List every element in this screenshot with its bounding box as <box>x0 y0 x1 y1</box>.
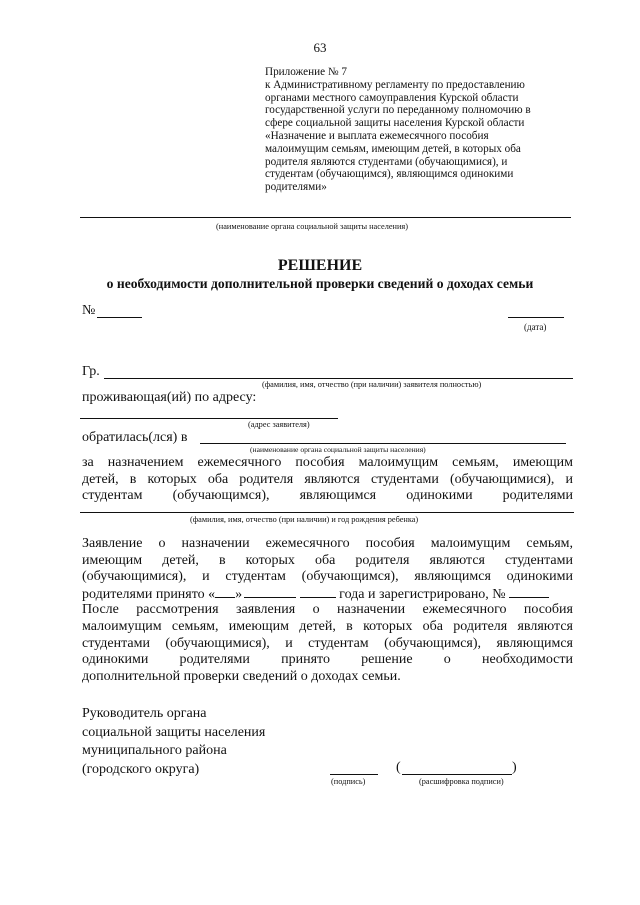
page-number: 63 <box>313 40 327 55</box>
signature-decode-field[interactable] <box>402 774 512 775</box>
appendix-line: к Административному регламенту по предоставлению <box>265 78 525 91</box>
child-caption: (фамилия, имя, отчество (при наличии) и год рождения ребенка) <box>190 515 419 524</box>
address-field[interactable] <box>80 418 338 419</box>
statement-line: дополнительной проверки сведений о доходах семьи. <box>82 668 401 684</box>
applied-label: обратилась(лся) в <box>82 430 188 445</box>
statement-line: После рассмотрения заявления о назначении ежемесячного пособия <box>82 602 573 618</box>
purpose-line: за назначением ежемесячного пособия малоимущим семьям, имеющим <box>82 455 573 470</box>
appendix-block <box>265 66 595 194</box>
appendix-line: родителя являются студентами (обучающимися), и <box>265 155 508 168</box>
organ-name-line[interactable] <box>80 217 571 218</box>
appendix-line: «Назначение и выплата ежемесячного пособия <box>265 129 489 142</box>
statement-quote-close: » <box>235 586 243 602</box>
year-field[interactable] <box>300 586 336 598</box>
document-title: РЕШЕНИЕ <box>277 257 363 274</box>
decode-close-paren: ) <box>512 760 517 775</box>
applied-caption: (наименование органа социальной защиты населения) <box>250 445 426 454</box>
signatory-line: Руководитель органа <box>82 706 207 721</box>
statement-block <box>82 536 573 685</box>
statement-accepted-text: родителями принято « <box>82 586 216 602</box>
appendix-line: государственной услуги по переданному полномочию в <box>265 104 531 117</box>
child-field[interactable] <box>80 512 574 513</box>
appendix-line: родителями» <box>265 181 327 194</box>
statement-line: малоимущим семьям, имеющим детей, в которых оба родителя являются <box>82 618 573 634</box>
date-field[interactable] <box>508 317 564 318</box>
decode-open-paren: ( <box>396 760 401 775</box>
registration-number-field[interactable] <box>509 586 549 598</box>
applied-organ-field[interactable] <box>200 443 566 444</box>
purpose-line: студентам (обучающимся), являющимся одинокими родителями <box>82 488 573 504</box>
appendix-line: Приложение № 7 <box>265 66 347 78</box>
number-field[interactable] <box>97 317 142 318</box>
appendix-line: студентам (обучающимся), являющимся одинокими <box>265 168 514 181</box>
document-subtitle: о необходимости дополнительной проверки сведений о доходах семьи <box>106 276 534 291</box>
statement-line-4 <box>82 586 573 603</box>
signatory-line: муниципального района <box>82 743 227 758</box>
signatory-line: социальной защиты населения <box>82 724 266 740</box>
statement-line: студентами (обучающимися), и студентам (обучающимся), являющимся <box>82 635 573 651</box>
purpose-line: детей, в которых оба родителя являются студентами (обучающимися), и <box>82 471 573 487</box>
statement-registered-text: года и зарегистрировано, № <box>339 586 506 602</box>
signatory-block <box>82 705 265 779</box>
number-label: № <box>82 303 96 318</box>
appendix-line: сфере социальной защиты населения Курской области <box>265 117 525 130</box>
statement-line: одинокими родителями принято решение о необходимости <box>82 652 573 668</box>
citizen-label: Гр. <box>82 364 100 379</box>
citizen-caption: (фамилия, имя, отчество (при наличии) заявителя полностью) <box>262 380 482 389</box>
statement-line: Заявление о назначении ежемесячного пособия малоимущим семьям, <box>82 536 573 551</box>
decode-caption: (расшифровка подписи) <box>419 777 504 786</box>
day-field[interactable] <box>215 586 235 598</box>
citizen-name-field[interactable] <box>104 378 573 379</box>
signatory-line: (городского округа) <box>82 761 200 777</box>
statement-line: (обучающимися), и студентам (обучающимся), являющимся одинокими <box>82 569 573 585</box>
signature-field[interactable] <box>330 774 378 775</box>
address-caption: (адрес заявителя) <box>248 420 310 429</box>
signature-caption: (подпись) <box>331 777 366 786</box>
residing-label: проживающая(ий) по адресу: <box>82 390 257 405</box>
date-caption: (дата) <box>524 322 547 332</box>
month-field[interactable] <box>244 586 296 598</box>
statement-line: имеющим детей, в которых оба родителя являются студентами <box>82 552 573 568</box>
appendix-line: малоимущим семьям, имеющим детей, в которых оба <box>265 142 521 155</box>
organ-caption: (наименование органа социальной защиты населения) <box>216 222 408 231</box>
appendix-line: органами местного самоуправления Курской области <box>265 91 519 104</box>
purpose-block <box>82 455 573 505</box>
